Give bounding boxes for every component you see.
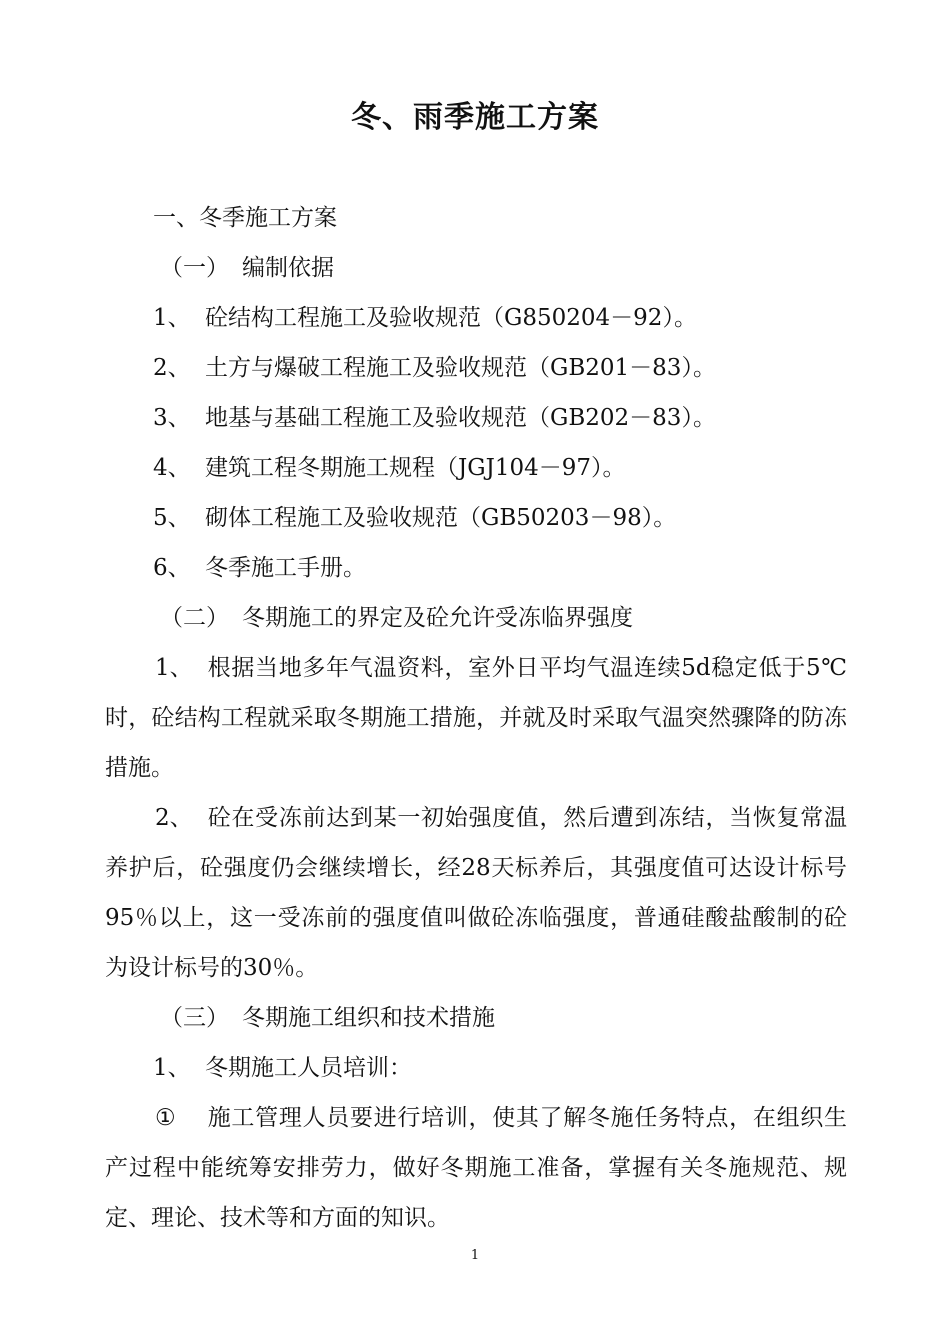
list-item bbox=[153, 553, 366, 583]
list-item bbox=[153, 303, 697, 333]
paragraph-number: ① bbox=[155, 1105, 176, 1131]
list-item-text: 土方与爆破工程施工及验收规范（GB201－83）。 bbox=[205, 355, 716, 381]
paragraph-number: 1、 bbox=[155, 655, 193, 681]
subsection-heading-measures bbox=[160, 1003, 495, 1033]
subsection-text: 编制依据 bbox=[242, 255, 334, 281]
subsection-text: 冬期施工的界定及砼允许受冻临界强度 bbox=[242, 605, 633, 631]
list-item-text: 砼结构工程施工及验收规范（G850204－92）。 bbox=[205, 305, 697, 331]
subsection-heading-definition bbox=[160, 603, 633, 633]
body-paragraph bbox=[105, 1093, 847, 1243]
list-item bbox=[153, 403, 716, 433]
list-item-number: 6、 bbox=[153, 555, 191, 581]
list-item-number: 1、 bbox=[153, 305, 191, 331]
list-item bbox=[153, 353, 716, 383]
list-item-number: 5、 bbox=[153, 505, 191, 531]
list-item-text: 地基与基础工程施工及验收规范（GB202－83）。 bbox=[205, 405, 716, 431]
paragraph-text: 砼在受冻前达到某一初始强度值，然后遭到冻结，当恢复常温养护后，砼强度仍会继续增长，经28天标养后，其强度值可达设计标号95％以上，这一受冻前的强度值叫做砼冻临强度，普通硅酸盐酸制的砼为设计标号的30％。 bbox=[105, 805, 847, 981]
list-item-number: 2、 bbox=[153, 355, 191, 381]
subsection-text: 冬期施工组织和技术措施 bbox=[242, 1005, 495, 1031]
section-heading-winter: 一、冬季施工方案 bbox=[153, 205, 337, 231]
list-item bbox=[153, 1053, 412, 1083]
paragraph-text: 根据当地多年气温资料，室外日平均气温连续5d稳定低于5℃时，砼结构工程就采取冬期施工措施，并就及时采取气温突然骤降的防冻措施。 bbox=[105, 655, 847, 781]
list-item-text: 砌体工程施工及验收规范（GB50203－98）。 bbox=[205, 505, 677, 531]
subsection-heading-basis bbox=[160, 253, 334, 283]
paragraph-number: 2、 bbox=[155, 805, 193, 831]
document-title: 冬、雨季施工方案 bbox=[351, 100, 599, 135]
list-item-text: 冬期施工人员培训： bbox=[205, 1055, 412, 1081]
paragraph-text: 施工管理人员要进行培训，使其了解冬施任务特点，在组织生产过程中能统筹安排劳力，做好冬期施工准备，掌握有关冬施规范、规定、理论、技术等和方面的知识。 bbox=[105, 1105, 847, 1231]
subsection-label: （三） bbox=[160, 1005, 229, 1031]
body-paragraph bbox=[105, 643, 847, 793]
body-paragraph bbox=[105, 793, 847, 993]
list-item-number: 4、 bbox=[153, 455, 191, 481]
list-item-text: 建筑工程冬期施工规程（JGJ104－97）。 bbox=[205, 455, 626, 481]
subsection-label: （一） bbox=[160, 255, 229, 281]
list-item bbox=[153, 453, 625, 483]
subsection-label: （二） bbox=[160, 605, 229, 631]
list-item-number: 1、 bbox=[153, 1055, 191, 1081]
list-item bbox=[153, 503, 676, 533]
list-item-number: 3、 bbox=[153, 405, 191, 431]
list-item-text: 冬季施工手册。 bbox=[205, 555, 366, 581]
page-number: 1 bbox=[470, 1248, 480, 1263]
